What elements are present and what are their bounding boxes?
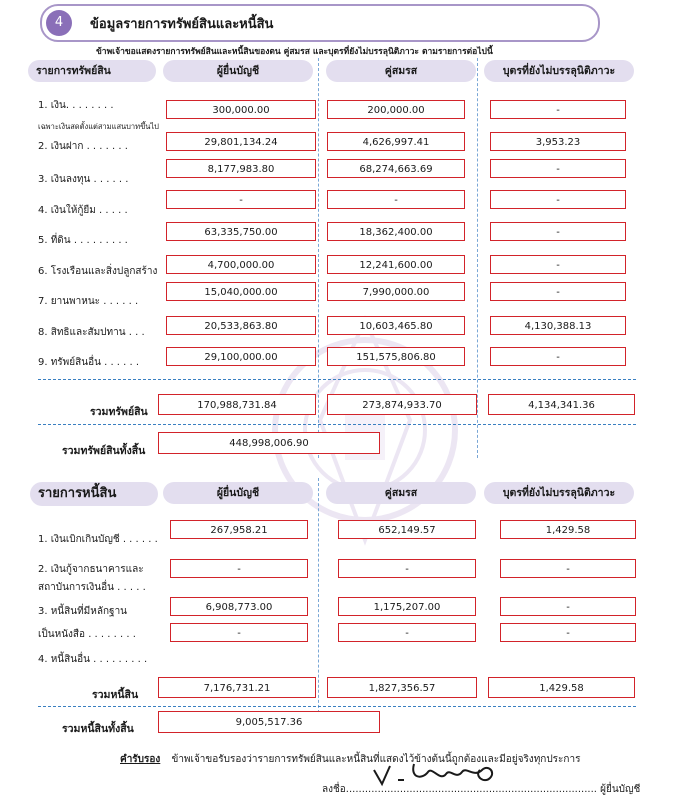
asset-children-value: - (490, 190, 626, 209)
asset-spouse-value: 4,626,997.41 (327, 132, 465, 151)
asset-row-label: 9. ทรัพย์สินอื่น . . . . . . (38, 357, 140, 368)
asset-spouse-value: 7,990,000.00 (327, 282, 465, 301)
assets-header-spouse: คู่สมรส (326, 60, 476, 82)
divider-line (38, 424, 636, 425)
asset-children-value: 4,130,388.13 (490, 316, 626, 335)
asset-spouse-value: 10,603,465.80 (327, 316, 465, 335)
column-divider (318, 58, 319, 458)
liabilities-header-children: บุตรที่ยังไม่บรรลุนิติภาวะ (484, 482, 634, 504)
divider-line (38, 379, 636, 380)
signature-prefix: ลงชื่อ............................................................................... (322, 784, 597, 795)
liability-filer-value: - (170, 623, 308, 642)
asset-spouse-value: 151,575,806.80 (327, 347, 465, 366)
asset-spouse-value: 12,241,600.00 (327, 255, 465, 274)
asset-children-value: - (490, 255, 626, 274)
assets-header-filer: ผู้ยื่นบัญชี (163, 60, 313, 82)
asset-children-value: - (490, 100, 626, 119)
asset-filer-value: 29,801,134.24 (166, 132, 316, 151)
liabilities-total-label: รวมหนี้สิน (92, 689, 139, 701)
assets-total-filer: 170,988,731.84 (158, 394, 316, 415)
liabilities-total-spouse: 1,827,356.57 (327, 677, 477, 698)
liability-row-label-cont: สถาบันการเงินอื่น . . . . . (38, 582, 146, 593)
asset-filer-value: 29,100,000.00 (166, 347, 316, 366)
liability-filer-value: 267,958.21 (170, 520, 308, 539)
asset-spouse-value: 68,274,663.69 (327, 159, 465, 178)
liability-filer-value: 6,908,773.00 (170, 597, 308, 616)
liabilities-total-filer: 7,176,731.21 (158, 677, 316, 698)
asset-row-label: 2. เงินฝาก . . . . . . . (38, 141, 128, 152)
liability-row-label: 4. หนี้สินอื่น . . . . . . . . . (38, 654, 148, 665)
asset-filer-value: - (166, 190, 316, 209)
liability-spouse-value: 1,175,207.00 (338, 597, 476, 616)
liability-filer-value: - (170, 559, 308, 578)
asset-row-label: 6. โรงเรือนและสิ่งปลูกสร้าง (38, 266, 158, 277)
asset-children-value: - (490, 222, 626, 241)
asset-filer-value: 20,533,863.80 (166, 316, 316, 335)
assets-total-label: รวมทรัพย์สิน (90, 406, 148, 418)
liabilities-grand-total: 9,005,517.36 (158, 711, 380, 733)
liabilities-header-filer: ผู้ยื่นบัญชี (163, 482, 313, 504)
asset-spouse-value: 200,000.00 (327, 100, 465, 119)
asset-children-value: - (490, 347, 626, 366)
liabilities-header-category: รายการหนี้สิน (30, 482, 158, 506)
assets-grand-label: รวมทรัพย์สินทั้งสิ้น (62, 445, 146, 457)
certification-heading: คำรับรอง (120, 754, 161, 765)
assets-grand-total: 448,998,006.90 (158, 432, 380, 454)
liability-row-label: 3. หนี้สินที่มีหลักฐาน (38, 606, 128, 617)
liability-spouse-value: 652,149.57 (338, 520, 476, 539)
section-number: 4 (46, 10, 72, 36)
asset-spouse-value: - (327, 190, 465, 209)
signature-suffix: ผู้ยื่นบัญชี (600, 784, 641, 795)
form-subtitle: ข้าพเจ้าขอแสดงรายการทรัพย์สินและหนี้สินของตน คู่สมรส และบุตรที่ยังไม่บรรลุนิติภาวะ ตามรายการต่อไปนี้ (96, 47, 493, 57)
assets-header-category: รายการทรัพย์สิน (28, 60, 156, 82)
asset-filer-value: 63,335,750.00 (166, 222, 316, 241)
column-divider (318, 478, 319, 718)
liability-children-value: - (500, 597, 636, 616)
section-title: ข้อมูลรายการทรัพย์สินและหนี้สิน (90, 17, 274, 32)
asset-spouse-value: 18,362,400.00 (327, 222, 465, 241)
column-divider (477, 58, 478, 458)
asset-row-label: 3. เงินลงทุน . . . . . . (38, 174, 129, 185)
assets-total-children: 4,134,341.36 (488, 394, 635, 415)
asset-row-label: 8. สิทธิและสัมปทาน . . . (38, 327, 145, 338)
asset-filer-value: 15,040,000.00 (166, 282, 316, 301)
liability-row-label-cont: เป็นหนังสือ . . . . . . . . (38, 629, 136, 640)
asset-children-value: - (490, 159, 626, 178)
liability-children-value: - (500, 559, 636, 578)
liability-children-value: 1,429.58 (500, 520, 636, 539)
asset-filer-value: 300,000.00 (166, 100, 316, 119)
asset-children-value: - (490, 282, 626, 301)
assets-total-spouse: 273,874,933.70 (327, 394, 477, 415)
asset-children-value: 3,953.23 (490, 132, 626, 151)
divider-line (38, 706, 636, 707)
assets-header-children: บุตรที่ยังไม่บรรลุนิติภาวะ (484, 60, 634, 82)
liability-row-label: 2. เงินกู้จากธนาคารและ (38, 564, 144, 575)
cash-note: เฉพาะเงินสดตั้งแต่สามแสนบาทขึ้นไป (38, 122, 159, 131)
certification (120, 752, 580, 767)
asset-filer-value: 4,700,000.00 (166, 255, 316, 274)
asset-row-label: 7. ยานพาหนะ . . . . . . (38, 296, 139, 307)
liability-row-label: 1. เงินเบิกเกินบัญชี . . . . . . (38, 534, 158, 545)
liability-spouse-value: - (338, 559, 476, 578)
liability-children-value: - (500, 623, 636, 642)
asset-filer-value: 8,177,983.80 (166, 159, 316, 178)
liabilities-grand-label: รวมหนี้สินทั้งสิ้น (62, 723, 134, 735)
asset-row-label: 4. เงินให้กู้ยืม . . . . . (38, 205, 128, 216)
asset-row-label: 1. เงิน. . . . . . . . (38, 100, 114, 111)
liability-spouse-value: - (338, 623, 476, 642)
liabilities-header-spouse: คู่สมรส (326, 482, 476, 504)
handwritten-signature (370, 758, 510, 790)
asset-row-label: 5. ที่ดิน . . . . . . . . . (38, 235, 128, 246)
liabilities-total-children: 1,429.58 (488, 677, 635, 698)
certification-text: ข้าพเจ้าขอรับรองว่ารายการทรัพย์สินและหนี้สินที่แสดงไว้ข้างต้นนี้ถูกต้องและมีอยู่จริงทุกประการ (171, 754, 581, 765)
